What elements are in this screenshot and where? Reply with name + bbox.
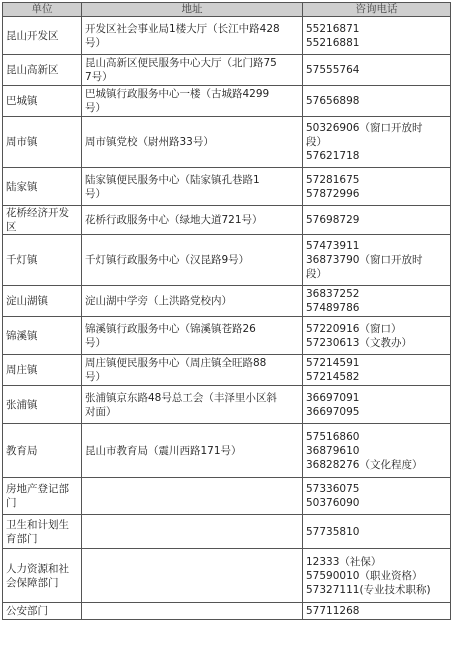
- phone-line: 段）: [306, 268, 327, 280]
- address-line: 花桥行政服务中心（绿地大道721号）: [85, 214, 263, 226]
- address-cell: [82, 17, 303, 55]
- phone-cell: [303, 235, 451, 286]
- table-row: [3, 317, 451, 355]
- address-cell: [82, 206, 303, 235]
- unit-cell: [3, 86, 82, 117]
- address-cell: [82, 515, 303, 549]
- phone-cell: [303, 386, 451, 424]
- phone-line: 57516860: [306, 430, 360, 443]
- address-line: 号）: [85, 371, 106, 383]
- table-row: [3, 386, 451, 424]
- address-cell: [82, 235, 303, 286]
- phone-line: 57656898: [306, 95, 360, 107]
- table-row: [3, 168, 451, 206]
- phone-line: 36697095: [306, 405, 360, 418]
- table-row: [3, 286, 451, 317]
- unit-line: 陆家镇: [6, 180, 38, 193]
- phone-cell: [303, 55, 451, 86]
- phone-line: 55216871: [306, 22, 360, 35]
- unit-line: 房地产登记部: [6, 483, 69, 495]
- phone-line: 36837252: [306, 288, 360, 300]
- phone-line: 57711268: [306, 605, 360, 617]
- unit-line: 门: [6, 497, 17, 509]
- contact-table: [2, 2, 451, 620]
- phone-cell: [303, 86, 451, 117]
- unit-cell: [3, 515, 82, 549]
- address-line: 号）: [85, 36, 106, 49]
- table-row: [3, 117, 451, 168]
- phone-line: 50326906（窗口开放时: [306, 122, 423, 134]
- unit-line: 淀山湖镇: [6, 295, 48, 307]
- table-row: [3, 355, 451, 386]
- phone-cell: [303, 424, 451, 478]
- unit-line: 花桥经济开发: [6, 207, 69, 219]
- address-line: 陆家镇便民服务中心（陆家镇孔巷路1: [85, 173, 260, 186]
- address-cell: [82, 317, 303, 355]
- table-row: [3, 424, 451, 478]
- unit-line: 昆山高新区: [6, 64, 59, 76]
- table-body: [3, 17, 451, 620]
- phone-cell: [303, 549, 451, 603]
- phone-line: 55216881: [306, 36, 360, 49]
- address-cell: [82, 424, 303, 478]
- address-line: 周市镇党校（尉州路33号）: [85, 136, 214, 148]
- address-line: 千灯镇行政服务中心（汉昆路9号）: [85, 254, 250, 266]
- header-address: 地址: [82, 3, 303, 17]
- phone-cell: [303, 168, 451, 206]
- phone-line: 36828276（文化程度）: [306, 458, 423, 471]
- phone-line: 57489786: [306, 302, 360, 314]
- unit-cell: [3, 603, 82, 620]
- phone-cell: [303, 286, 451, 317]
- unit-line: 锦溪镇: [6, 329, 38, 342]
- unit-cell: [3, 424, 82, 478]
- phone-cell: [303, 478, 451, 515]
- unit-line: 人力资源和社: [6, 562, 69, 575]
- address-cell: [82, 603, 303, 620]
- table-header-row: [3, 3, 451, 17]
- address-cell: [82, 478, 303, 515]
- phone-line: 57621718: [306, 150, 360, 162]
- phone-line: 57336075: [306, 483, 360, 495]
- unit-cell: [3, 55, 82, 86]
- address-line: 昆山市教育局（震川西路171号）: [85, 444, 242, 457]
- unit-cell: [3, 478, 82, 515]
- phone-cell: [303, 317, 451, 355]
- table-row: [3, 235, 451, 286]
- address-cell: [82, 286, 303, 317]
- unit-line: 巴城镇: [6, 95, 38, 107]
- table-row: [3, 206, 451, 235]
- unit-line: 昆山开发区: [6, 29, 59, 42]
- phone-line: 57214582: [306, 371, 360, 383]
- address-cell: [82, 386, 303, 424]
- phone-line: 段）: [306, 136, 327, 148]
- phone-line: 12333（社保）: [306, 555, 382, 568]
- phone-line: 36873790（窗口开放时: [306, 254, 423, 266]
- unit-cell: [3, 286, 82, 317]
- unit-line: 卫生和计划生: [6, 518, 69, 531]
- unit-line: 区: [6, 221, 17, 233]
- address-line: 开发区社会事业局1楼大厅（长江中路428: [85, 22, 280, 35]
- header-unit: 单位: [3, 3, 82, 17]
- address-line: 7号）: [85, 71, 113, 83]
- phone-line: 36697091: [306, 391, 360, 404]
- unit-line: 张浦镇: [6, 398, 38, 411]
- unit-cell: [3, 386, 82, 424]
- unit-cell: [3, 206, 82, 235]
- table-row: [3, 549, 451, 603]
- unit-line: 育部门: [6, 532, 38, 545]
- address-line: 张浦镇京东路48号总工会（丰泽里小区斜: [85, 391, 277, 404]
- unit-line: 教育局: [6, 444, 38, 457]
- unit-line: 千灯镇: [6, 254, 38, 266]
- address-line: 号）: [85, 187, 106, 200]
- unit-cell: [3, 117, 82, 168]
- address-cell: [82, 55, 303, 86]
- table-row: [3, 55, 451, 86]
- address-line: 锦溪镇行政服务中心（锦溪镇苍路26: [85, 322, 256, 335]
- address-line: 号）: [85, 102, 106, 114]
- address-line: 淀山湖中学旁（上洪路党校内）: [85, 295, 232, 307]
- phone-cell: [303, 603, 451, 620]
- phone-line: 50376090: [306, 497, 360, 509]
- table-row: [3, 515, 451, 549]
- phone-line: 57220916（窗口）: [306, 322, 402, 335]
- address-cell: [82, 549, 303, 603]
- unit-cell: [3, 549, 82, 603]
- unit-line: 会保障部门: [6, 576, 59, 589]
- phone-line: 57214591: [306, 357, 360, 369]
- phone-cell: [303, 17, 451, 55]
- phone-line: 57590010（职业资格）: [306, 569, 423, 582]
- phone-cell: [303, 355, 451, 386]
- phone-line: 57555764: [306, 64, 360, 76]
- table-row: [3, 603, 451, 620]
- phone-cell: [303, 117, 451, 168]
- address-cell: [82, 86, 303, 117]
- table-row: [3, 478, 451, 515]
- unit-line: 公安部门: [6, 605, 48, 617]
- address-cell: [82, 168, 303, 206]
- unit-cell: [3, 17, 82, 55]
- phone-line: 57698729: [306, 214, 360, 226]
- phone-line: 57735810: [306, 525, 360, 538]
- phone-line: 57281675: [306, 173, 360, 186]
- phone-cell: [303, 515, 451, 549]
- table-row: [3, 86, 451, 117]
- address-cell: [82, 117, 303, 168]
- phone-line: 57473911: [306, 240, 360, 252]
- address-line: 周庄镇便民服务中心（周庄镇全旺路88: [85, 357, 267, 369]
- header-phone: 咨询电话: [303, 3, 451, 17]
- phone-line: 57327111(专业技术职称): [306, 583, 431, 596]
- unit-cell: [3, 317, 82, 355]
- unit-cell: [3, 168, 82, 206]
- unit-cell: [3, 355, 82, 386]
- address-line: 号）: [85, 336, 106, 349]
- unit-line: 周市镇: [6, 136, 38, 148]
- unit-cell: [3, 235, 82, 286]
- address-cell: [82, 355, 303, 386]
- phone-cell: [303, 206, 451, 235]
- phone-line: 57872996: [306, 187, 360, 200]
- unit-line: 周庄镇: [6, 364, 38, 376]
- address-line: 巴城镇行政服务中心一楼（古城路4299: [85, 88, 270, 100]
- phone-line: 36879610: [306, 444, 360, 457]
- table-row: [3, 17, 451, 55]
- phone-line: 57230613（文教办）: [306, 336, 412, 349]
- address-line: 昆山高新区便民服务中心大厅（北门路75: [85, 57, 277, 69]
- address-line: 对面）: [85, 405, 117, 418]
